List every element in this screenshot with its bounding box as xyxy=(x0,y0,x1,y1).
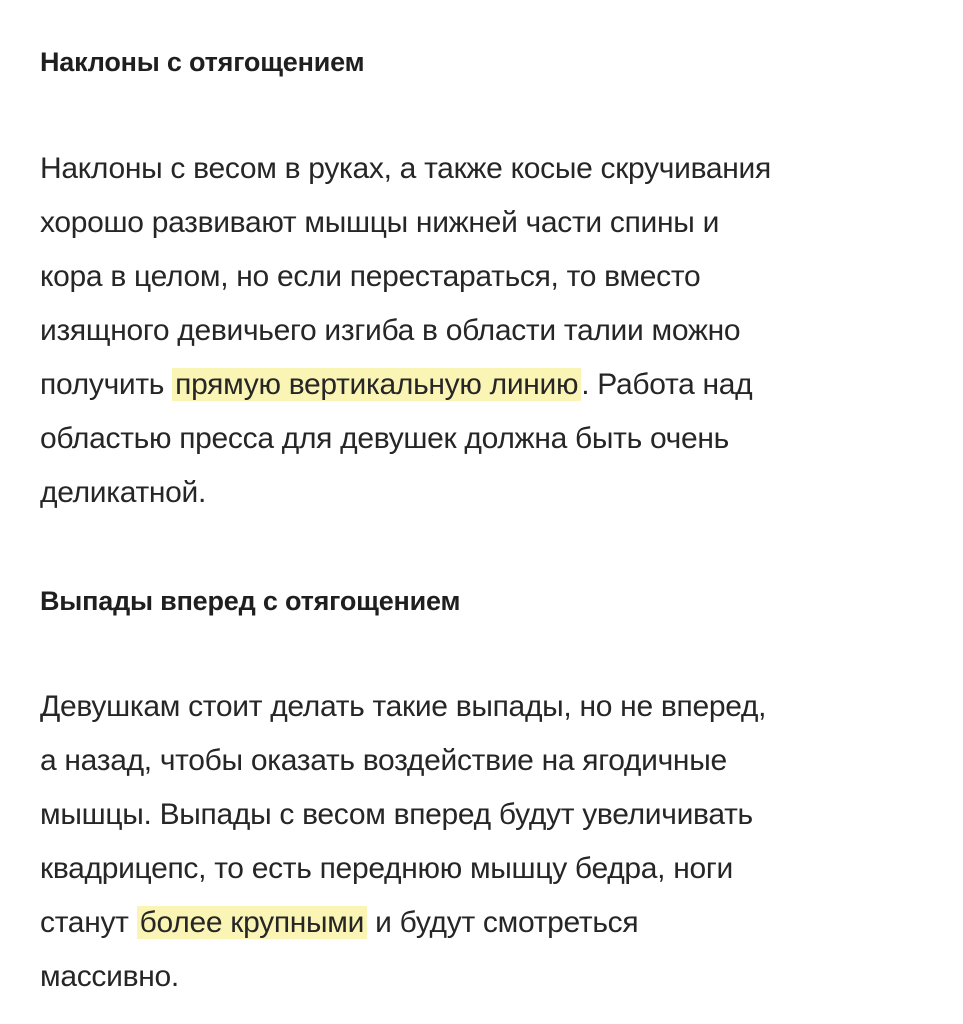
line-text: получить xyxy=(40,368,173,401)
section-title-bends: Наклоны с отягощением xyxy=(40,47,365,77)
paragraph-line: Девушкам стоит делать такие выпады, но не вперед, xyxy=(40,690,767,723)
paragraph-line: изящного девичьего изгиба в области талии можно xyxy=(40,314,741,347)
paragraph-line: деликатной. xyxy=(40,476,207,509)
paragraph-line: а назад, чтобы оказать воздействие на ягодичные xyxy=(40,744,727,777)
paragraph-line: мышцы. Выпады с весом вперед будут увеличивать xyxy=(40,798,753,831)
paragraph-bends xyxy=(40,142,940,520)
line-text: . Работа над xyxy=(581,368,753,401)
highlighted-phrase: прямую вертикальную линию xyxy=(172,368,581,401)
paragraph-line: кора в целом, но если перестараться, то вместо xyxy=(40,260,701,293)
paragraph-line: областью пресса для девушек должна быть очень xyxy=(40,422,729,455)
paragraph-line: массивно. xyxy=(40,960,179,993)
section-title-lunges: Выпады вперед с отягощением xyxy=(40,586,461,616)
paragraph-line xyxy=(40,896,940,950)
highlighted-phrase: более крупными xyxy=(137,906,367,939)
line-text: станут xyxy=(40,906,137,939)
paragraph-line: квадрицепс, то есть переднюю мышцу бедра, ноги xyxy=(40,852,734,885)
paragraph-line: хорошо развивают мышцы нижней части спины и xyxy=(40,206,720,239)
line-text: и будут смотреться xyxy=(367,906,639,939)
paragraph-lunges xyxy=(40,680,940,1004)
paragraph-line xyxy=(40,358,940,412)
paragraph-line: Наклоны с весом в руках, а также косые скручивания xyxy=(40,152,771,185)
